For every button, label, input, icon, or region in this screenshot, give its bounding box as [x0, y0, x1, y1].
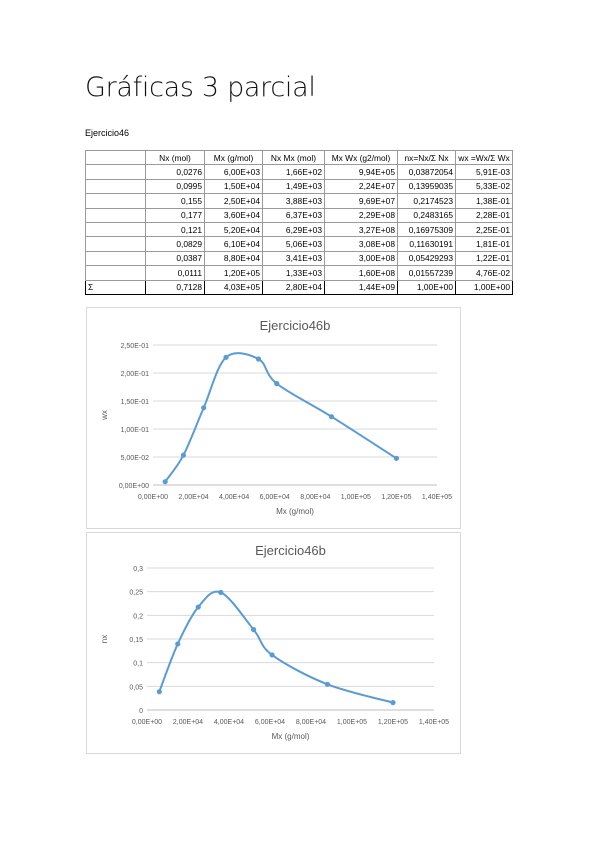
data-point	[196, 604, 201, 609]
table-cell: Nx (mol)	[146, 151, 205, 165]
data-point	[181, 453, 186, 458]
table-cell: 6,29E+03	[263, 222, 325, 236]
x-tick-label: 6,00E+04	[254, 719, 286, 726]
table-cell: 0,03872054	[398, 165, 456, 179]
table-cell: 0,2483165	[398, 208, 456, 222]
table-cell: 1,33E+03	[263, 266, 325, 280]
table-cell: 3,41E+03	[263, 251, 325, 265]
data-point	[394, 456, 399, 461]
table-cell: 0,0111	[146, 266, 205, 280]
table-cell: 9,94E+05	[325, 165, 398, 179]
row-label-cell	[86, 179, 146, 193]
row-label-cell	[86, 251, 146, 265]
x-tick-label: 6,00E+04	[259, 494, 290, 501]
table-cell: 2,28E-01	[456, 208, 513, 222]
data-point	[201, 405, 206, 410]
chart-nx-svg	[87, 533, 460, 753]
table-cell: 0,121	[146, 222, 205, 236]
x-axis-title: Mx (g/mol)	[276, 507, 314, 516]
row-label-cell	[86, 237, 146, 251]
row-label-cell	[86, 151, 146, 165]
table-row	[86, 165, 513, 179]
x-tick-label: 1,00E+05	[336, 719, 368, 726]
x-tick-label: 0,00E+00	[137, 494, 169, 501]
table-cell: 3,88E+03	[263, 194, 325, 208]
table-cell: 0,05429293	[398, 251, 456, 265]
y-tick-label: 0,00E+00	[118, 483, 149, 490]
y-tick-label: 5,00E-02	[120, 455, 149, 462]
series-line	[165, 353, 396, 482]
table-row	[86, 237, 513, 251]
table-row	[86, 194, 513, 208]
row-label-cell: Σ	[86, 280, 146, 294]
exercise-label: Ejercicio46	[85, 128, 130, 138]
table-cell: 6,10E+04	[205, 237, 263, 251]
page-title: Gráficas 3 parcial	[85, 72, 316, 103]
table-cell: Mx (g/mol)	[205, 151, 263, 165]
table-cell: 0,16975309	[398, 222, 456, 236]
table-cell: 1,22E-01	[456, 251, 513, 265]
table-cell: 0,0829	[146, 237, 205, 251]
x-tick-label: 1,00E+05	[340, 494, 371, 501]
table-cell: 3,27E+08	[325, 222, 398, 236]
table-cell: 6,37E+03	[263, 208, 325, 222]
table-cell: 1,00E+00	[398, 280, 456, 294]
table-cell: wx =Wx/Σ Wx	[456, 151, 513, 165]
data-point	[256, 356, 261, 361]
x-tick-label: 4,00E+04	[219, 494, 250, 501]
table-row	[86, 251, 513, 265]
x-tick-label: 8,00E+04	[300, 494, 331, 501]
table-cell: 0,13959035	[398, 179, 456, 193]
y-tick-label: 2,00E-01	[120, 371, 149, 378]
table-cell: 1,60E+08	[325, 266, 398, 280]
data-point	[329, 414, 334, 419]
table-cell: 0,0387	[146, 251, 205, 265]
table-cell: 4,03E+05	[205, 280, 263, 294]
y-tick-label: 0,25	[129, 589, 143, 597]
table-cell: 0,0276	[146, 165, 205, 179]
chart-title: Ejercicio46b	[259, 318, 331, 333]
x-tick-label: 1,40E+05	[421, 494, 453, 501]
table-cell: 1,44E+09	[325, 280, 398, 294]
table-cell: 5,20E+04	[205, 222, 263, 236]
table-cell: nx=Nx/Σ Nx	[398, 151, 456, 165]
table-row	[86, 179, 513, 193]
chart-wx-vs-mx	[86, 307, 461, 529]
x-tick-label: 0,00E+00	[131, 719, 163, 726]
table-cell: 5,33E-02	[456, 179, 513, 193]
x-tick-label: 2,00E+04	[178, 494, 209, 501]
table-cell: 0,7128	[146, 280, 205, 294]
table-cell: 2,29E+08	[325, 208, 398, 222]
table-cell: 0,155	[146, 194, 205, 208]
table-cell: 0,01557239	[398, 266, 456, 280]
data-point	[223, 355, 228, 360]
chart-wx-svg	[87, 308, 460, 528]
table-cell: 1,50E+04	[205, 179, 263, 193]
chart-title: Ejercicio46b	[255, 543, 326, 558]
table-row	[86, 266, 513, 280]
data-point	[218, 590, 223, 595]
table-cell: 5,91E-03	[456, 165, 513, 179]
data-table	[85, 150, 513, 295]
y-tick-label: 1,50E-01	[120, 399, 149, 406]
table-cell: 1,66E+02	[263, 165, 325, 179]
table-cell: 4,76E-02	[456, 266, 513, 280]
y-axis-title: wx	[100, 410, 109, 420]
y-tick-label: 0,1	[133, 660, 143, 668]
table-cell: 1,81E-01	[456, 237, 513, 251]
row-label-cell	[86, 165, 146, 179]
table-cell: 6,00E+03	[205, 165, 263, 179]
data-point	[269, 652, 274, 657]
data-point	[325, 682, 330, 687]
table-cell: 2,80E+04	[263, 280, 325, 294]
data-point	[390, 700, 395, 705]
table-cell: 9,69E+07	[325, 194, 398, 208]
y-axis-title: nx	[100, 634, 109, 644]
table-cell: 3,08E+08	[325, 237, 398, 251]
table-cell: 0,2174523	[398, 194, 456, 208]
x-tick-label: 2,00E+04	[172, 719, 204, 726]
y-tick-label: 0,15	[129, 637, 143, 644]
y-tick-label: 0	[139, 708, 143, 715]
x-tick-label: 8,00E+04	[295, 719, 327, 726]
y-tick-label: 2,50E-01	[120, 343, 149, 350]
y-tick-label: 0,3	[133, 566, 143, 573]
data-point	[274, 381, 279, 386]
table-cell: 2,25E-01	[456, 222, 513, 236]
data-point	[163, 479, 168, 484]
table-cell: Mx Wx (g2/mol)	[325, 151, 398, 165]
row-label-cell	[86, 194, 146, 208]
table-cell: 3,00E+08	[325, 251, 398, 265]
table-cell: Nx Mx (mol)	[263, 151, 325, 165]
table-sum-row	[86, 280, 513, 294]
table-row	[86, 222, 513, 236]
x-tick-label: 1,40E+05	[418, 719, 450, 726]
row-label-cell	[86, 266, 146, 280]
table-cell: 3,60E+04	[205, 208, 263, 222]
table-cell: 1,20E+05	[205, 266, 263, 280]
x-tick-label: 1,20E+05	[381, 494, 412, 501]
table-cell: 8,80E+04	[205, 251, 263, 265]
y-tick-label: 0,2	[133, 613, 143, 621]
table-cell: 0,177	[146, 208, 205, 222]
table-cell: 0,0995	[146, 179, 205, 193]
x-axis-title: Mx (g/mol)	[271, 732, 310, 741]
table-cell: 5,06E+03	[263, 237, 325, 251]
table-cell: 1,00E+00	[456, 280, 513, 294]
chart-nx-vs-mx	[86, 532, 461, 754]
x-tick-label: 1,20E+05	[377, 719, 409, 726]
row-label-cell	[86, 208, 146, 222]
table-cell: 0,11630191	[398, 237, 456, 251]
table-cell: 1,38E-01	[456, 194, 513, 208]
table-row	[86, 208, 513, 222]
row-label-cell	[86, 222, 146, 236]
table-cell: 2,50E+04	[205, 194, 263, 208]
table-cell: 1,49E+03	[263, 179, 325, 193]
table-header-row	[86, 151, 513, 165]
data-point	[175, 641, 180, 646]
data-point	[157, 689, 162, 694]
y-tick-label: 0,05	[129, 684, 143, 692]
data-point	[251, 627, 256, 632]
table-cell: 2,24E+07	[325, 179, 398, 193]
x-tick-label: 4,00E+04	[213, 719, 245, 726]
y-tick-label: 1,00E-01	[120, 427, 149, 434]
